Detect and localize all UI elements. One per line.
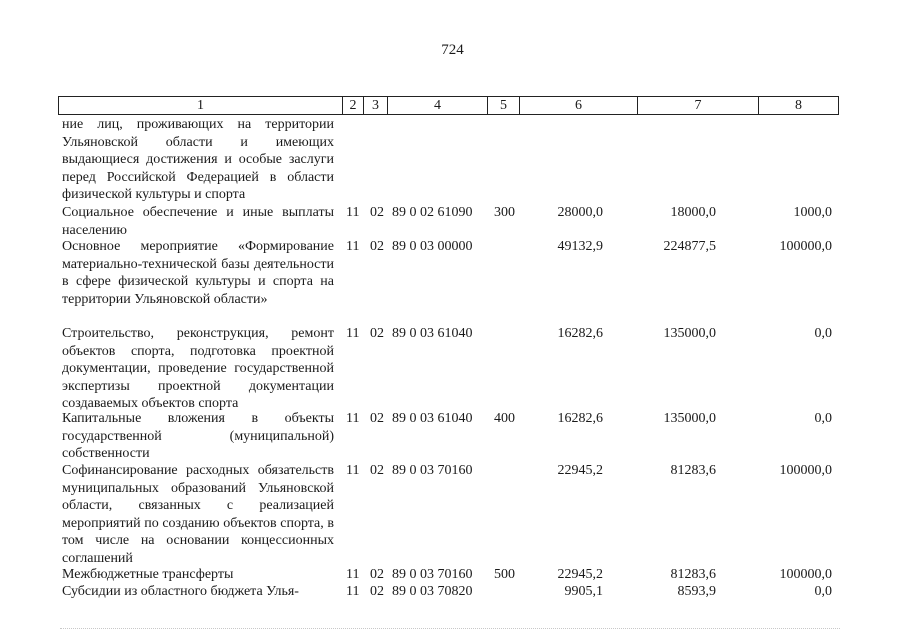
cell-amount-7: 81283,6 bbox=[670, 463, 716, 478]
cell-amount-7: 224877,5 bbox=[663, 239, 716, 254]
cell-section: 11 bbox=[346, 463, 360, 478]
cell-amount-6: 9905,1 bbox=[564, 584, 603, 599]
cell-target-code: 89 0 03 70820 bbox=[392, 584, 473, 599]
header-col-4: 4 bbox=[388, 97, 488, 114]
cell-amount-6: 16282,6 bbox=[557, 411, 603, 426]
cell-expense-type: 300 bbox=[494, 205, 515, 220]
cell-section: 11 bbox=[346, 326, 360, 341]
cell-subsection: 02 bbox=[370, 326, 384, 341]
row-description: Межбюджетные трансферты bbox=[62, 567, 234, 582]
cell-amount-7: 135000,0 bbox=[663, 411, 716, 426]
cell-target-code: 89 0 03 00000 bbox=[392, 239, 473, 254]
cell-subsection: 02 bbox=[370, 239, 384, 254]
cell-subsection: 02 bbox=[370, 463, 384, 478]
cell-subsection: 02 bbox=[370, 205, 384, 220]
cell-amount-8: 100000,0 bbox=[779, 239, 832, 254]
cell-amount-6: 22945,2 bbox=[557, 463, 603, 478]
header-col-1: 1 bbox=[59, 97, 343, 114]
cell-section: 11 bbox=[346, 411, 360, 426]
cell-amount-8: 100000,0 bbox=[779, 567, 832, 582]
cell-amount-8: 0,0 bbox=[814, 326, 832, 341]
cell-subsection: 02 bbox=[370, 411, 384, 426]
cell-section: 11 bbox=[346, 205, 360, 220]
cell-subsection: 02 bbox=[370, 584, 384, 599]
header-col-2: 2 bbox=[343, 97, 364, 114]
cell-expense-type: 400 bbox=[494, 411, 515, 426]
row-description: Строительство, реконструкция, ремонт объектов спорта, подготовка проектной документации, проведение государственной экспертизы проектной документации создаваемых объектов спорта bbox=[62, 326, 334, 412]
header-col-8: 8 bbox=[795, 98, 802, 113]
header-col-5: 5 bbox=[488, 97, 520, 114]
row-description: ние лиц, проживающих на территории Ульяновской области и имеющих выдающиеся достижения и особые заслуги перед Российской Федерацией в области физической культуры и спорта bbox=[62, 117, 334, 203]
cell-target-code: 89 0 03 70160 bbox=[392, 567, 473, 582]
row-description: Основное мероприятие «Формирование материально-технической базы деятельности в сфере физической культуры и спорта на территории Ульяновской области» bbox=[62, 239, 334, 307]
table-header-row bbox=[58, 96, 839, 115]
row-description: Софинансирование расходных обязательств муниципальных образований Ульяновской области, связанных с реализацией мероприятий по созданию объектов спорта, в том числе на основании концессионных соглашений bbox=[62, 463, 334, 566]
cell-amount-7: 81283,6 bbox=[670, 567, 716, 582]
cell-section: 11 bbox=[346, 567, 360, 582]
cell-amount-7: 135000,0 bbox=[663, 326, 716, 341]
cell-amount-6: 22945,2 bbox=[557, 567, 603, 582]
cell-subsection: 02 bbox=[370, 567, 384, 582]
cell-expense-type: 500 bbox=[494, 567, 515, 582]
scan-artifact-line bbox=[60, 628, 840, 631]
cell-section: 11 bbox=[346, 239, 360, 254]
cell-amount-6: 16282,6 bbox=[557, 326, 603, 341]
cell-amount-6: 49132,9 bbox=[557, 239, 603, 254]
header-col-7: 7 bbox=[638, 97, 759, 114]
page-number: 724 bbox=[441, 42, 464, 58]
row-description: Субсидии из областного бюджета Улья- bbox=[62, 584, 299, 599]
cell-amount-8: 0,0 bbox=[814, 584, 832, 599]
header-col-6: 6 bbox=[520, 97, 638, 114]
cell-amount-6: 28000,0 bbox=[557, 205, 603, 220]
cell-amount-8: 0,0 bbox=[814, 411, 832, 426]
cell-amount-8: 100000,0 bbox=[779, 463, 832, 478]
cell-target-code: 89 0 03 61040 bbox=[392, 411, 473, 426]
cell-amount-8: 1000,0 bbox=[793, 205, 832, 220]
cell-target-code: 89 0 03 70160 bbox=[392, 463, 473, 478]
row-description: Социальное обеспечение и иные выплаты населению bbox=[62, 205, 334, 238]
cell-target-code: 89 0 03 61040 bbox=[392, 326, 473, 341]
cell-target-code: 89 0 02 61090 bbox=[392, 205, 473, 220]
cell-amount-7: 18000,0 bbox=[670, 205, 716, 220]
row-description: Капитальные вложения в объекты государственной (муниципальной) собственности bbox=[62, 411, 334, 462]
header-col-3: 3 bbox=[364, 97, 388, 114]
cell-section: 11 bbox=[346, 584, 360, 599]
cell-amount-7: 8593,9 bbox=[677, 584, 716, 599]
